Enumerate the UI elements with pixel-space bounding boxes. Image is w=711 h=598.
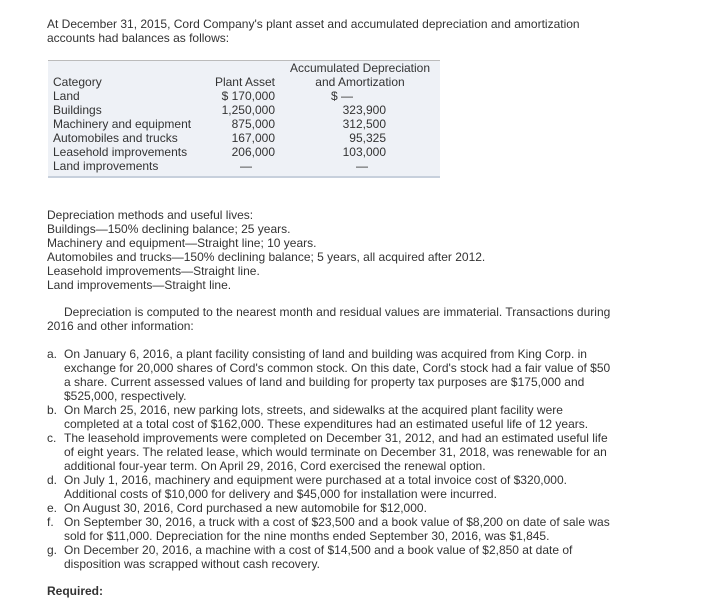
row-accum-buildings: 323,900 [342,103,386,117]
transaction-a [47,347,637,403]
required-heading: Required: [47,584,104,598]
row-accum-land-improvements: — [356,159,368,173]
methods-heading: Depreciation methods and useful lives: [47,208,254,222]
row-accum-land: $ — [331,89,354,103]
transaction-c [47,431,637,473]
computation-paragraph [47,305,610,333]
transaction-d [47,473,637,501]
transaction-e [47,501,637,515]
intro-line-1: At December 31, 2015, Cord Company's plant asset and accumulated depreciation and amortization [47,17,580,31]
intro-paragraph [47,17,580,45]
row-plant-asset-leasehold: 206,000 [231,145,275,159]
row-plant-asset-machinery: 875,000 [231,117,275,131]
transaction-line: On December 20, 2016, a machine with a cost of $14,500 and a book value of $2,850 at date of [64,543,573,557]
transaction-marker: c. [47,431,57,445]
transaction-marker: d. [47,473,58,487]
transaction-line: On January 6, 2016, a plant facility consisting of land and building was acquired from King Corp. in [64,347,587,361]
transaction-line: On July 1, 2016, machinery and equipment were purchased at a total invoice cost of $320,000. [64,473,567,487]
row-category-buildings: Buildings [53,103,102,117]
transaction-line: of eight years. The related lease, which would terminate on December 31, 2018, was renewable for an [64,445,607,459]
transaction-line: a share. Current assessed values of land and building for property tax purposes are $175,000 and [64,375,585,389]
header-category: Category [53,75,102,89]
transaction-marker: a. [47,347,58,361]
row-category-automobiles: Automobiles and trucks [53,131,178,145]
intro-line-2: accounts had balances as follows: [47,31,230,45]
row-category-leasehold: Leasehold improvements [53,145,188,159]
transaction-g [47,543,637,571]
transaction-marker: b. [47,403,58,417]
transactions-list [47,347,637,571]
header-plant-asset: Plant Asset [214,75,275,89]
transaction-marker: g. [47,543,58,557]
method-line-land-improvements: Land improvements—Straight line. [47,278,232,292]
row-plant-asset-land: $ 170,000 [221,89,275,103]
row-category-machinery: Machinery and equipment [53,117,192,131]
method-line-buildings: Buildings—150% declining balance; 25 years. [47,222,291,236]
computation-line-2: 2016 and other information: [47,319,194,333]
transaction-line: sold for $11,000. Depreciation for the nine months ended September 30, 2016, was $1,845. [64,529,550,543]
methods-section [47,208,485,292]
row-plant-asset-buildings: 1,250,000 [221,103,275,117]
row-plant-asset-land-improvements: — [240,159,252,173]
transaction-line: Additional costs of $10,000 for delivery and $45,000 for installation were incurred. [64,487,497,501]
transaction-line: additional four-year term. On April 29, 2016, Cord exercised the renewal option. [64,459,486,473]
transaction-b [47,403,637,431]
row-category-land: Land [53,89,80,103]
row-accum-machinery: 312,500 [342,117,386,131]
method-line-leasehold: Leasehold improvements—Straight line. [47,264,260,278]
transaction-marker: e. [47,501,58,515]
header-accum-line-2: and Amortization [315,75,405,89]
transaction-line: disposition was scrapped without cash recovery. [64,557,320,571]
header-accum-line-1: Accumulated Depreciation [289,61,431,75]
transaction-line: On September 30, 2016, a truck with a cost of $23,500 and a book value of $8,200 on date of sale was [64,515,610,529]
row-accum-leasehold: 103,000 [342,145,386,159]
transaction-f [47,515,637,543]
method-line-machinery: Machinery and equipment—Straight line; 10 years. [47,236,317,250]
computation-line-1: Depreciation is computed to the nearest month and residual values are immaterial. Transactions during [64,305,611,319]
transaction-line: On March 25, 2016, new parking lots, streets, and sidewalks at the acquired plant facility were [64,403,563,417]
row-plant-asset-automobiles: 167,000 [231,131,275,145]
transaction-line: The leasehold improvements were completed on December 31, 2012, and had an estimated useful life [64,431,608,445]
row-accum-automobiles: 95,325 [349,131,386,145]
method-line-automobiles: Automobiles and trucks—150% declining balance; 5 years, all acquired after 2012. [47,250,486,264]
transaction-line: On August 30, 2016, Cord purchased a new automobile for $12,000. [64,501,427,515]
table-bottom-rule [48,176,440,178]
transaction-line: $525,000, respectively. [64,389,187,403]
row-category-land-improvements: Land improvements [53,159,159,173]
transaction-line: exchange for 20,000 shares of Cord's common stock. On this date, Cord's stock had a fair value of $50 [64,361,611,375]
transaction-line: completed at a total cost of $162,000. These expenditures had an estimated useful life of 12 years. [64,417,589,431]
transaction-marker: f. [47,515,54,529]
